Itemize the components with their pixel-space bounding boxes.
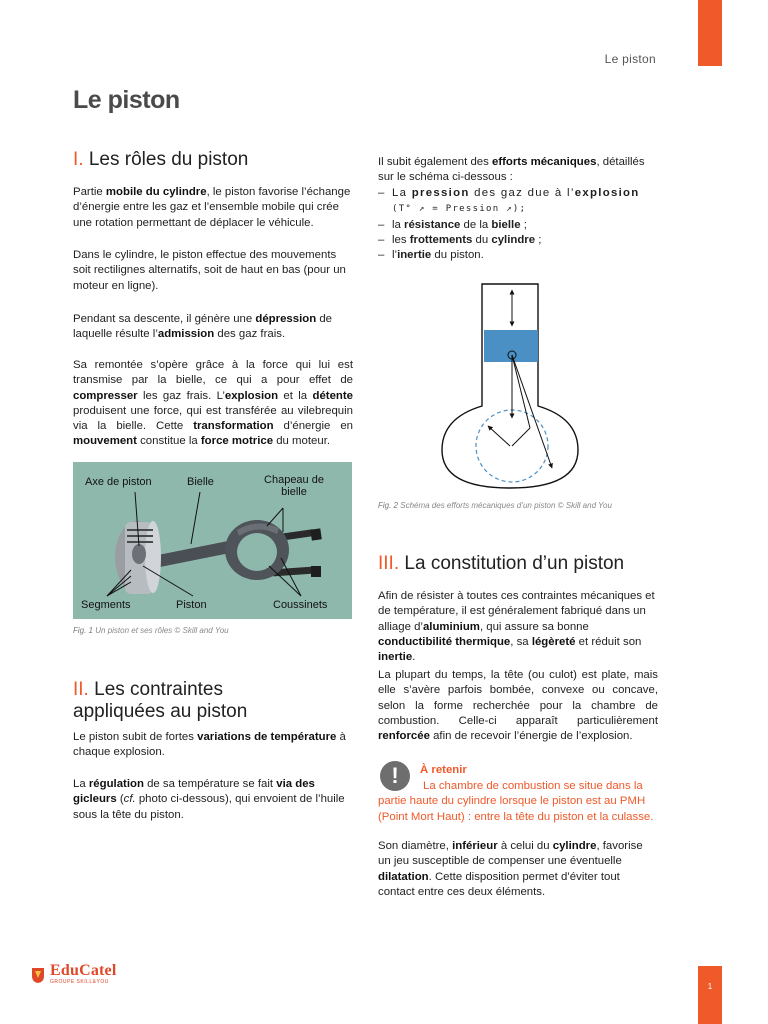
- logo-wordmark: EduCatel: [50, 962, 117, 979]
- efforts-intro: Il subit également des efforts mécaniques, détaillés sur le schéma ci-dessous :: [378, 156, 645, 184]
- list-item: – les frottements du cylindre ;: [378, 233, 542, 246]
- section-1-paragraph-4: Sa remontée s’opère grâce à la force qui lui est transmise par la bielle, ce qui a pour effet de compresser les gaz frais. L’explosion et la détente produisent une force, qui est transférée au vilebrequin via la bielle. Cette transformation d’énergie en mouvement constitue la force motrice du moteur.: [73, 359, 353, 448]
- section-2-heading: [73, 679, 363, 723]
- figure-2-caption: Fig. 2 Schéma des efforts mécaniques d’un piston © Skill and You: [378, 501, 612, 510]
- page-number-tab: [698, 966, 722, 1024]
- section-1-paragraph-1: Partie mobile du cylindre, le piston favorise l’échange d’énergie entre les gaz et l’ensemble mobile qui crée une rotation permettant de déplacer le véhicule.: [73, 186, 351, 229]
- retenir-title: À retenir: [420, 764, 467, 776]
- figure-1-caption: Fig. 1 Un piston et ses rôles © Skill and You: [73, 626, 229, 635]
- efforts-list: [378, 186, 658, 263]
- section-1-number: I.: [73, 149, 84, 170]
- section-2-paragraph-2: La régulation de sa température se fait via des gicleurs (cf. photo ci-dessous), qui envoient de l’huile sous la tête du piston.: [73, 778, 345, 821]
- section-3-paragraph-3: Son diamètre, inférieur à celui du cylindre, favorise un jeu susceptible de compenser une éventuelle dilatation. Cette disposition permet d’éviter tout contact entre ces deux éléments.: [378, 840, 643, 898]
- section-2-title-line-2: appliquées au piston: [73, 701, 248, 722]
- label-coussinets: Coussinets: [273, 599, 328, 611]
- section-1-title: Les rôles du piston: [88, 149, 249, 170]
- section-3-title: La constitution d’un piston: [404, 553, 625, 574]
- label-bielle: Bielle: [187, 476, 214, 488]
- page-tab-top: [698, 0, 722, 66]
- logo-subtitle: GROUPE SKILL&YOU: [50, 979, 109, 985]
- label-chapeau-de-bielle: Chapeau de bielle: [264, 474, 324, 498]
- list-item: – la résistance de la bielle ;: [378, 218, 527, 231]
- crank-arm-line: [512, 428, 530, 446]
- section-1-paragraph-2: Dans le cylindre, le piston effectue des mouvements soit rectilignes alternatifs, soit de haut en bas (pour un moteur en ligne).: [73, 249, 346, 292]
- piston-photo: [73, 462, 352, 619]
- crank-rotation-arrow-icon: [488, 426, 510, 446]
- label-segments: Segments: [81, 599, 131, 611]
- label-piston: Piston: [176, 599, 207, 611]
- temperature-pressure-formula: (T° ↗ = Pression ↗);: [392, 204, 527, 215]
- page-title: Le piston: [73, 86, 180, 114]
- educatel-logo: [30, 964, 117, 985]
- warning-icon: !: [380, 761, 410, 791]
- connecting-rod-line: [512, 355, 530, 428]
- section-2-paragraph-1: Le piston subit de fortes variations de température à chaque explosion.: [73, 731, 346, 759]
- section-2-title-line-1: Les contraintes: [94, 679, 223, 700]
- page-number: 1: [707, 982, 713, 991]
- label-axe-de-piston: Axe de piston: [85, 476, 152, 488]
- section-1-heading: [73, 149, 248, 171]
- retenir-text: La chambre de combustion se situe dans la partie haute du cylindre lorsque le piston est au PMH (Point Mort Haut) : entre la tête du piston et la culasse.: [378, 780, 654, 823]
- running-header: Le piston: [604, 52, 656, 66]
- cylinder-crankcase-outline: [442, 284, 578, 488]
- piston-forces-diagram: [440, 278, 580, 490]
- section-1-paragraph-3: Pendant sa descente, il génère une dépression de laquelle résulte l’admission des gaz frais.: [73, 313, 333, 341]
- list-item: – l’inertie du piston.: [378, 249, 484, 262]
- section-3-heading: [378, 553, 624, 575]
- list-item: – La pression des gaz due à l’explosion (T° ↗ = Pression ↗);: [378, 187, 640, 215]
- section-3-paragraph-2: La plupart du temps, la tête (ou culot) est plate, mais elle s’avère parfois bombée, convexe ou concave, selon la forme recherchée pour la chambre de combustion. Celle-ci apparaît particulièrement renforcée afin de recevoir l’énergie de l’explosion.: [378, 669, 658, 743]
- section-2-number: II.: [73, 679, 89, 700]
- section-3-number: III.: [378, 553, 400, 574]
- rod-force-arrow-icon: [512, 355, 552, 468]
- educatel-crest-icon: [30, 966, 46, 984]
- section-3-paragraph-1: Afin de résister à toutes ces contraintes mécaniques et de température, il est généralement fabriqué dans un alliage d’aluminium, qui assure sa bonne conductibilité thermique, sa légèreté et réduit son inertie.: [378, 590, 655, 664]
